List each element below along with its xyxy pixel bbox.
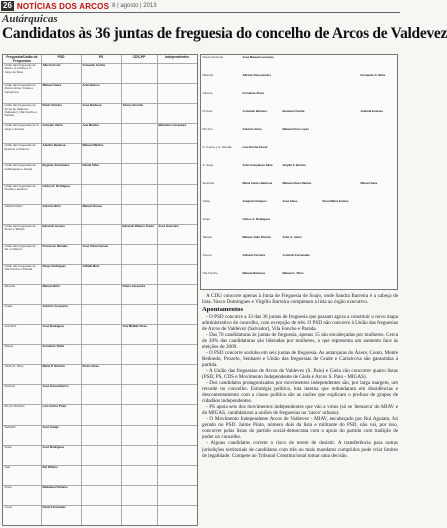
table-cell-candidate: Maria P. Oliveira — [42, 364, 65, 369]
table-cell-parish: Rio Frio — [202, 127, 213, 131]
article-paragraph: - O Movimento Independente Arcos de Valdevez - MIAV, encabeçado por Rui Aguiam, foi gerado no PSD. Jaime Pinto, número dois da lista e militante do PSD, não vai, por isso, concorrer pelas listas do partido social-democrata com o apoio do partido com tradição de poder no concelho. — [202, 416, 398, 441]
table-cell-parish: Padroso — [4, 384, 16, 389]
table-cell-candidate: Francisco Mendes — [42, 243, 68, 248]
table-cell-candidate: Manuel Barbosa — [242, 271, 265, 275]
table-cell-candidate: Luís Rocha Ferraz — [242, 145, 268, 149]
article-subhead: Apontamentos — [202, 306, 244, 314]
page-number: 26 — [3, 1, 12, 10]
table-cell-parish: S. Jorge — [202, 163, 214, 167]
table-cell-parish: União das freguesias de Arcos de Valdevez (Salvador), Vila Fonche e Parada — [4, 103, 38, 118]
table-header: CDS-PP — [132, 55, 146, 59]
table-cell-candidate: José Rodrigues — [42, 444, 65, 449]
table-header: Independentes — [165, 55, 189, 59]
article-paragraph: - Dos candidatos protagonizados por movimentos independentes são, por larga margem, um recorde no concelho. Estratégia política, luta interna que redundaram em dissidências e descontentamento com a classe política são as razões que explicam o profuso de grupos de cidadãos independentes. — [202, 380, 398, 405]
table-cell-parish: Sabadim — [4, 424, 16, 429]
table-cell-candidate: Fernando Alves — [242, 91, 265, 95]
candidates-table-left — [2, 54, 198, 526]
table-cell-candidate: José Araújo — [42, 424, 59, 429]
table-cell-candidate: Alberto Forte — [42, 63, 61, 67]
table-cell-candidate: Carlos D. Rodrigues — [42, 183, 71, 188]
table-cell-candidate: José Vieira Carvas — [82, 243, 109, 248]
table-cell-candidate: Armindo Fernandes — [282, 253, 310, 257]
table-cell-parish: Prozelo — [202, 109, 213, 113]
table-cell-candidate: Andrela Esteves — [360, 109, 383, 113]
table-cell-candidate: Luís Carlos Pinto — [42, 404, 67, 409]
table-cell-parish: União das freguesias de Alvora, Eiras, Grade e Carralcova — [4, 83, 36, 94]
table-cell-parish: Ázere — [4, 484, 13, 489]
table-cell-parish: Miranda — [202, 73, 213, 77]
headline: Candidatos às 36 juntas de freguesia do concelho de Arcos de Valdevez — [2, 25, 447, 42]
table-cell-parish: Couto — [4, 504, 13, 509]
table-cell-candidate: Paulo Fernandes — [42, 504, 66, 509]
table-cell-candidate: Fernando Vilela — [42, 344, 64, 349]
table-cell-candidate: Flávio Cerqueira — [122, 283, 146, 288]
table-cell-candidate: Eugénio Fernandes — [42, 163, 70, 168]
table-cell-candidate: Adriano Ferreira — [242, 253, 265, 257]
table-cell-candidate: José Alves — [282, 199, 298, 203]
table-cell-parish: União das freguesias de Sá e Cabreiro — [4, 243, 36, 252]
table-cell-candidate: Maria Carlos Barbosa — [242, 181, 273, 185]
table-cell-candidate: Manuel Vieira — [42, 83, 62, 88]
table-cell-parish: Távora — [202, 253, 212, 257]
table-cell-candidate: Armando Barreiro — [242, 109, 268, 113]
top-rule — [0, 12, 400, 13]
table-cell-candidate: José Barbosa — [82, 103, 102, 108]
table-cell-candidate: Rosa Maria Gomes — [322, 199, 349, 203]
publication-name: NOTÍCIAS DOS ARCOS — [16, 1, 110, 11]
table-cell-candidate: Paulo Vitorino — [42, 103, 63, 108]
table-cell-candidate: Rui Ribeiro — [42, 464, 58, 469]
table-cell-candidate: Alfredo Vasconcelos — [242, 73, 271, 77]
table-cell-candidate: Alvaro Amorim — [122, 103, 144, 108]
table-cell-parish: União das freguesias de S. Jorge e Ermelo — [4, 123, 40, 131]
table-cell-candidate: José Rodrigues — [42, 324, 65, 329]
table-cell-candidate: Pedro Alves — [82, 364, 100, 369]
table-cell-candidate: Manuel João Pereira — [242, 235, 271, 239]
table-cell-candidate: Artur A. Alves — [282, 235, 302, 239]
table-cell-parish: União das freguesias de Souto e Tabaçô — [4, 223, 36, 232]
table-cell-parish: S. Cosme e S. Damião — [202, 145, 232, 149]
table-cell-candidate: Eduardo Gomes — [42, 223, 65, 228]
table-cell-parish: Cabana Maior — [4, 203, 23, 208]
table-cell-parish: União das freguesias de Vila Fonche e Parada — [4, 263, 36, 272]
table-cell-candidate: Virgílio F. Branco — [282, 163, 307, 167]
table-cell-parish: Tabaçô — [202, 235, 212, 239]
table-cell-parish: Soajo — [4, 444, 12, 449]
table-cell-candidate: Emanuel Cunha — [282, 109, 305, 113]
table-cell-parish: Soajo — [202, 217, 210, 221]
table-cell-candidate: Manuel Brito — [42, 283, 61, 288]
table-cell-parish: Senharei — [202, 181, 215, 185]
table-cell-candidate: Manuel Sousa — [82, 203, 102, 208]
table-cell-candidate: Armando Cunha — [82, 63, 105, 67]
table-cell-parish: Gondoriz — [4, 324, 17, 329]
table-cell-candidate: António Brito — [42, 203, 61, 208]
article-paragraph: - A União das freguesias de Arcos de Valdevez (S. Paio) e Giela vão concorrer quatro listas (PSD, PS, CDS e Movimento Independente de Giela e Arcos S. Paio - MIGAS). — [202, 367, 398, 380]
article-paragraph: - O PSD concorre a 33 das 36 juntas de freguesia que passam agora a constituir o novo mapa administrativo do concelho, com excepção de três. O PSD não concorre à União das freguesias de Arcos de Valdevez (Salvador), Vila Fonche e Parada. — [202, 313, 398, 332]
table-cell-candidate: Antônio Cerqueira — [42, 304, 68, 309]
table-cell-parish: União das freguesias de Guilhadeses e Santar — [4, 163, 36, 171]
table-cell-candidate: Ana Matilde Alves — [122, 324, 148, 329]
table-cell-candidate: Marvel Gera — [360, 181, 378, 185]
table-cell-candidate: Manuel Cruz Lopes — [282, 127, 309, 131]
table-cell-candidate: Madalena Palrácio — [42, 484, 68, 489]
article-paragraph: - O PSD concorre sozinho em seis juntas de freguesia. As autarquias do Ázere, Couto, Monte Redondo, Prozelo, Senharei e União das freguesias de Grade e Carralcova são garantidas à partida. — [202, 349, 398, 368]
section-title: Autárquicas — [2, 13, 58, 25]
table-cell-candidate: Cidália Melo — [82, 263, 100, 268]
article-paragraph: - Alguns candidatos correm o risco de terem de desistir. A transferência para outras jurisdições territoriais de candidatos com três ou mais mandatos cumpridos pode criar limites de legalidade. Compete ao Tribunal Constitucional tomar uma decisão. — [202, 440, 398, 459]
table-cell-candidate: Artur Gonçalves Silva — [242, 163, 273, 167]
table-cell-candidate: Eduardo Ribeiro Soutó — [122, 223, 154, 228]
table-cell-parish: União das freguesias de Aboim, A Cuinha e S. Jorge da Silva — [4, 63, 36, 74]
table-cell-candidate: Gonçalo Vieira — [42, 123, 63, 128]
table-cell-candidate: Manuel Alves Dantas — [282, 181, 312, 185]
table-cell-candidate: José Sousa Barros — [42, 384, 69, 389]
table-cell-parish: Monte Redondo — [202, 55, 224, 59]
candidates-table-right — [200, 54, 398, 290]
table-cell-candidate: Joaquim Campos — [242, 199, 267, 203]
table-cell-parish: Grade — [4, 304, 13, 309]
table-cell-parish: União das freguesias de Extremo e Padreiro — [4, 143, 36, 151]
table-cell-parish: Vale — [4, 464, 11, 469]
table-cell-candidate: António Alves — [242, 127, 262, 131]
table-cell-candidate: Daniel Silva — [82, 163, 99, 168]
table-cell-parish: Miranda — [4, 283, 15, 288]
table-cell-parish: Vilela — [202, 199, 210, 203]
table-cell-parish: Jolda (S. Paio) — [4, 364, 24, 369]
table-cell-candidate: Adelino Barbosa — [42, 143, 66, 148]
article-body — [202, 293, 398, 459]
table-cell-candidate: José Manuel Lourenço — [242, 55, 274, 59]
table-cell-candidate: Ana Martins — [82, 123, 100, 128]
table-cell-candidate: Carlos A. Rodrigues — [242, 217, 271, 221]
article-paragraph: - PS apoia seis dos movimentos independentes que vão a votos (só se 'demarca' do MIAV e do MIGAS, candidaturas a uniões de freguesias no 'casco' urbano). — [202, 404, 398, 417]
table-cell-parish: União das freguesias de Portela e Extremo — [4, 183, 36, 191]
table-cell-parish: Rio de Moinhos — [4, 404, 25, 409]
article-paragraph: - Das 76 candidaturas às juntas de freguesia, apenas 15 são encabeçadas por mulheres. Cerca de 20% das candidaturas são lideradas por mulheres, o que representa um aumento face às eleições de 2009. — [202, 331, 398, 350]
table-cell-candidate: Diogo Rodrigues — [42, 263, 66, 268]
article-intro: A CDU concorre apenas à Junta de Freguesia de Soajo, onde Sandra Barreira é a cabeça de lista. Vasco Domingues e Virgílio Barreira completam a lista ao órgão executivo. — [202, 293, 398, 306]
table-cell-candidate: Manuel Martins — [82, 143, 104, 148]
table-cell-candidate: Artur Barros — [82, 83, 100, 88]
table-cell-candidate: Manuel L. Pires — [282, 271, 304, 275]
issue-info: 8 | agosto | 2013 — [112, 3, 157, 9]
table-cell-parish: Oliveira — [202, 91, 213, 95]
masthead — [0, 0, 400, 12]
table-cell-parish: Vila Fonche — [202, 271, 218, 275]
table-cell-candidate: Fernando G. Silva — [360, 73, 386, 77]
table-header: Freguesia/União de Freguesias — [6, 55, 38, 63]
table-header: PSD — [57, 55, 65, 59]
table-header: PS — [98, 55, 104, 59]
table-cell-candidate: José Guerreiro — [158, 223, 180, 228]
table-cell-candidate: Maximino Cerqueira — [158, 123, 187, 128]
table-cell-parish: Sistelo — [4, 344, 14, 349]
